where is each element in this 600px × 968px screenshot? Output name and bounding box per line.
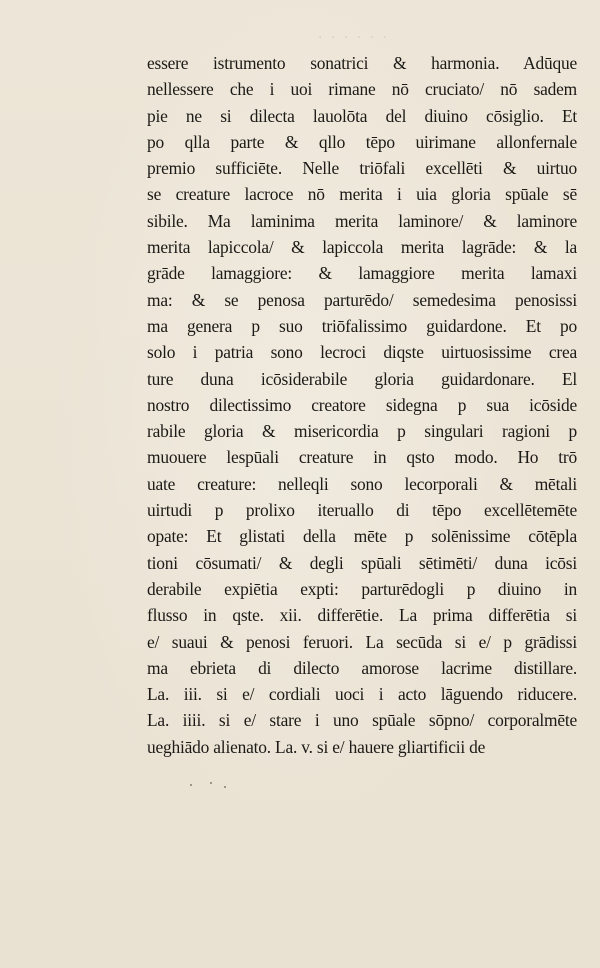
text-line: solo i patria sono lecroci diqste uirtuosissime crea — [147, 342, 577, 363]
text-line: essere istrumento sonatrici & harmonia. Adūque — [147, 53, 577, 73]
text-line: pie ne si dilecta lauolōta del diuino cōsiglio. Et — [147, 105, 577, 126]
text-line: tioni cōsumati/ & degli spūali sētimēti/ duna icōsi — [147, 552, 577, 573]
text-line: ma: & se penosa parturēdo/ semedesima penosissi — [147, 289, 577, 310]
text-line: ture duna icōsiderabile gloria guidardonare. El — [147, 368, 577, 389]
text-line: La. iiii. si e/ stare i uno spūale sōpno/ corporalmēte — [147, 710, 577, 731]
text-line: La. iii. si e/ cordiali uoci i acto lāguendo riducere. — [147, 684, 577, 705]
text-line: premio sufficiēte. Nelle triōfali excellēti & uirtuo — [147, 158, 577, 179]
text-line: nellessere che i uoi rimane nō cruciato/ nō sadem — [147, 79, 577, 100]
text-line: se creature lacroce nō merita i uia gloria spūale sē — [147, 184, 577, 205]
text-line: ueghiādo alienato. La. v. si e/ hauere gliartificii de — [147, 736, 486, 757]
text-line: muouere lespūali creature in qsto modo. Ho trō — [147, 447, 577, 468]
text-block — [147, 50, 577, 760]
text-line: uirtudi p prolixo iteruallo di tēpo excellētemēte — [147, 500, 577, 521]
text-line: rabile gloria & misericordia p singulari ragioni p — [147, 421, 577, 442]
text-line: ma genera p suo triōfalissimo guidardone. Et po — [147, 315, 577, 336]
text-line: uate creature: nelleqli sono lecorporali & mētali — [147, 473, 577, 494]
text-line: flusso in qste. xii. differētie. La prima differētia si — [147, 605, 577, 626]
text-line: opate: Et glistati della mēte p solēnissime cōtēpla — [147, 526, 577, 547]
text-line: derabile expiētia expti: parturēdogli p diuino in — [147, 578, 577, 599]
text-line: sibile. Ma laminima merita laminore/ & laminore — [147, 210, 577, 231]
text-line: grāde lamaggiore: & lamaggiore merita lamaxi — [147, 263, 577, 284]
text-line: po qlla parte & qllo tēpo uirimane allonfernale — [147, 131, 577, 152]
bleed-through-mark: · · · · · · — [318, 30, 389, 46]
ink-speck — [188, 780, 248, 790]
text-line: nostro dilectissimo creatore sidegna p sua icōside — [147, 394, 577, 415]
text-line: ma ebrieta di dilecto amorose lacrime distillare. — [147, 657, 577, 678]
text-line: e/ suaui & penosi feruori. La secūda si e/ p grādissi — [147, 631, 577, 652]
text-line: merita lapiccola/ & lapiccola merita lagrāde: & la — [147, 237, 577, 258]
